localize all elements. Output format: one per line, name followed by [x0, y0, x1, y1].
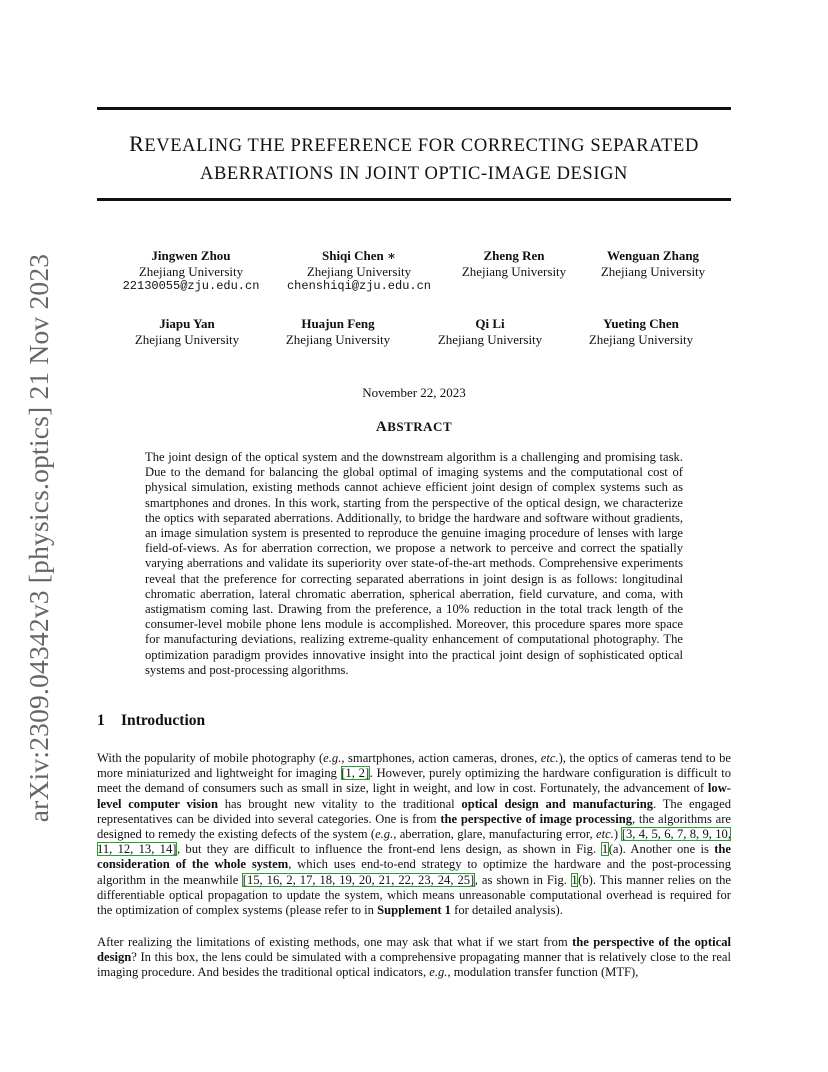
abstract-heading: ABSTRACT — [375, 419, 453, 435]
citation-link[interactable]: [3, 4, 5, 6, 7, 8, 9, 10, 11, 12, 13, 14] — [97, 827, 732, 857]
paper-title — [97, 130, 731, 188]
author-email[interactable]: 22130055@zju.edu.cn — [122, 279, 260, 293]
author-block: Zheng Ren Zhejiang University — [461, 248, 567, 279]
section-heading: 1 Introduction — [97, 712, 206, 729]
intro-paragraph-2: After realizing the limitations of existing methods, one may ask that what if we start from the perspective of the optical design? In this box, the lens could be simulated with a comprehensive propagating manner that is relatively close to the real imaging procedure. And besides the traditional optical indicators, e.g., modulation transfer function (MTF), — [97, 935, 731, 980]
figure-link[interactable]: 1 — [571, 872, 578, 887]
title-bottom-rule — [97, 198, 731, 201]
title-line-2: ABERRATIONS IN JOINT OPTIC-IMAGE DESIGN — [200, 164, 628, 184]
abstract-text: The joint design of the optical system and the downstream algorithm is a challenging and promising task. Due to the demand for balancing the global optimal of imaging systems and the computational cost of physical simulation, existing methods cannot achieve efficient joint design of complex systems such as smartphones and drones. In this work, starting from the perspective of the optical design, we characterize the optics with separated aberrations. Additionally, to bridge the hardware and software without gradients, an image simulation system is presented to reproduce the genuine imaging procedure of lenses with large field-of-views. As for aberration correction, we propose a network to perceive and correct the spatially varying aberrations and validate its superiority over state-of-the-art methods. Comprehensive experiments reveal that the preference for correcting separated aberrations in joint design is as follows: longitudinal chromatic aberration, lateral chromatic aberration, spherical aberration, field curvature, and coma, with astigmatism coming last. Drawing from the preference, a 10% reduction in the total track length of the consumer-level mobile phone lens module is accomplished. Moreover, this procedure spares more space for manufacturing deviations, realizing extreme-quality enhancement of computational photography. The optimization paradigm provides innovative insight into the practical joint design of sophisticated optical systems and post-processing algorithms. — [145, 450, 683, 677]
author-block: Shiqi Chen ∗ Zhejiang University chenshiqi@zju.edu.cn — [286, 248, 432, 293]
arxiv-sidebar — [22, 253, 56, 823]
intro-paragraph-1: With the popularity of mobile photography (e.g., smartphones, action cameras, drones, etc.), the optics of cameras tend to be more miniaturized and lightweight for imaging [1, 2]. However, purely optimizing the hardware configuration is difficult to meet the demand of consumers such as small in size, light in weight, and low in cost. Fortunately, the advancement of low-level computer vision has brought new vitality to the traditional optical design and manufacturing. The engaged representatives can be divided into several categories. One is from the perspective of image processing, the algorithms are designed to remedy the existing defects of the system (e.g., aberration, glare, manufacturing error, etc.) [3, 4, 5, 6, 7, 8, 9, 10, 11, 12, 13, 14], but they are difficult to influence the front-end lens design, as shown in Fig. 1(a). Another one is the consideration of the whole system, which uses end-to-end strategy to optimize the hardware and the post-processing algorithm in the meanwhile [15, 16, 2, 17, 18, 19, 20, 21, 22, 23, 24, 25], as shown in Fig. 1(b). This manner relies on the differentiable optical propagation to update the system, which means unreasonable computational overhead is required for the optimization of complex systems (please refer to in Supplement 1 for detailed analysis). — [97, 751, 732, 918]
author-email[interactable]: chenshiqi@zju.edu.cn — [286, 279, 432, 293]
author-block: Qi Li Zhejiang University — [437, 316, 543, 347]
arxiv-identifier: arXiv:2309.04342v3 [physics.optics] 21 Nov 2023 — [23, 253, 54, 823]
author-block: Wenguan Zhang Zhejiang University — [600, 248, 706, 279]
citation-link[interactable]: [1, 2] — [341, 766, 370, 781]
citation-link[interactable]: [15, 16, 2, 17, 18, 19, 20, 21, 22, 23, 24, 25] — [242, 872, 475, 887]
author-block: Jingwen Zhou Zhejiang University 22130055@zju.edu.cn — [122, 248, 260, 293]
figure-link[interactable]: 1 — [601, 842, 609, 857]
author-block: Yueting Chen Zhejiang University — [588, 316, 694, 347]
paper-date: November 22, 2023 — [362, 385, 466, 400]
title-top-rule — [97, 107, 731, 110]
title-line-1: REVEALING THE PREFERENCE FOR CORRECTING SEPARATED — [129, 131, 699, 156]
author-block: Jiapu Yan Zhejiang University — [134, 316, 240, 347]
author-block: Huajun Feng Zhejiang University — [285, 316, 391, 347]
